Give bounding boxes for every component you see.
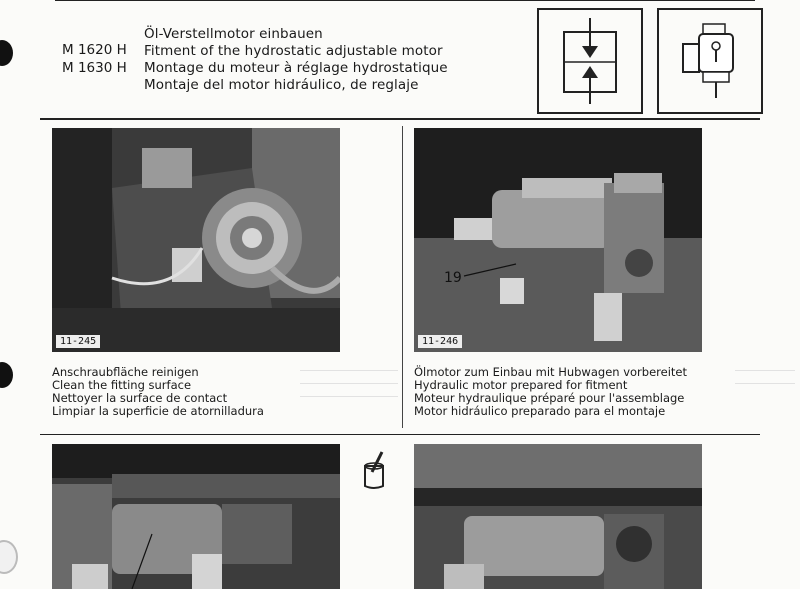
binder-hole-bottom bbox=[0, 540, 18, 574]
caption-left-de: Anschraubfläche reinigen bbox=[52, 365, 199, 379]
top-rule bbox=[55, 0, 755, 1]
caption-left-en: Clean the fitting surface bbox=[52, 378, 192, 392]
callout-number: 19 bbox=[444, 270, 462, 286]
binder-hole-top bbox=[0, 40, 13, 66]
binder-hole-middle bbox=[0, 362, 13, 388]
header-rule bbox=[40, 118, 760, 120]
caption-right-es: Motor hidráulico preparado para el montaje bbox=[414, 404, 666, 418]
motor-icon-box bbox=[657, 8, 763, 114]
column-divider bbox=[402, 126, 403, 428]
hydraulic-motor-icon bbox=[659, 10, 761, 112]
bleed-through-text bbox=[300, 364, 398, 412]
caption-right-fr: Moteur hydraulique préparé pour l'assemblage bbox=[414, 391, 685, 405]
photo-label: 11-246 bbox=[418, 335, 462, 348]
press-arrows-icon bbox=[539, 10, 641, 112]
bleed-through-text-right bbox=[735, 364, 795, 412]
title-en: Fitment of the hydrostatic adjustable motor bbox=[144, 43, 443, 59]
caption-right-de: Ölmotor zum Einbau mit Hubwagen vorbereitet bbox=[414, 365, 687, 379]
caption-left-es: Limpiar la superficie de atornilladura bbox=[52, 404, 264, 418]
photo-label: 11-245 bbox=[56, 335, 100, 348]
photo-motor-prepared bbox=[414, 128, 702, 352]
title-de: Öl-Verstellmotor einbauen bbox=[144, 26, 323, 42]
code-m1630h: M 1630 H bbox=[62, 60, 127, 76]
code-m1620h: M 1620 H bbox=[62, 42, 127, 58]
photo-fitting-surface bbox=[52, 128, 340, 352]
section-rule bbox=[40, 434, 760, 435]
caption-left-fr: Nettoyer la surface de contact bbox=[52, 391, 228, 405]
photo-install-right bbox=[414, 444, 702, 589]
grease-pot-icon bbox=[362, 450, 386, 490]
caption-right-en: Hydraulic motor prepared for fitment bbox=[414, 378, 628, 392]
title-fr: Montage du moteur à réglage hydrostatique bbox=[144, 60, 448, 76]
photo-install-left bbox=[52, 444, 340, 589]
press-icon-box bbox=[537, 8, 643, 114]
title-es: Montaje del motor hidráulico, de reglaje bbox=[144, 77, 419, 93]
